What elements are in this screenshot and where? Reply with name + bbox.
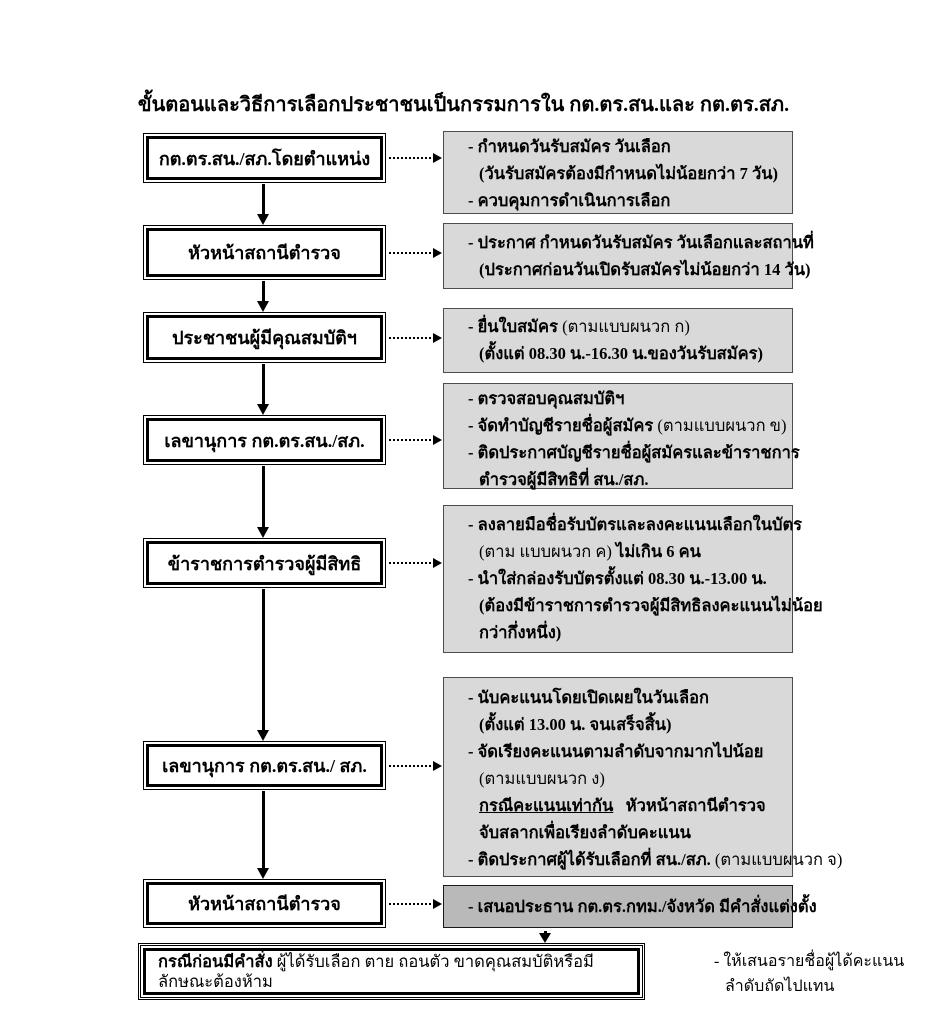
actor-label-5: ข้าราชการตำรวจผู้มีสิทธิ (146, 541, 383, 585)
detail-line: กรณีก่อนมีคำสั่ง ผู้ได้รับเลือก ตาย ถอนตัว ขาดคุณสมบัติหรือมีลักษณะต้องห้าม (158, 951, 594, 991)
detail-line: (วันรับสมัครต้องมีกำหนดไม่น้อยกว่า 7 วัน) (479, 164, 778, 183)
detail-line: ลำดับถัดไปแทน (725, 978, 835, 995)
detail-line: - ลงลายมือชื่อรับบัตรและลงคะแนนเลือกในบัตร (468, 515, 803, 534)
detail-line: - เสนอประธาน กต.ตร.กทม./จังหวัด มีคำสั่งแต่งตั้ง (468, 897, 817, 916)
dotted-arrow-right-2 (389, 252, 435, 254)
detail-line: (ต้องมีข้าราชการตำรวจผู้มีสิทธิลงคะแนนไม่น้อย (479, 596, 823, 615)
dotted-arrow-right-7 (389, 903, 435, 905)
detail-line: - ให้เสนอรายชื่อผู้ได้คะแนน (714, 953, 905, 970)
detail-line: (ตาม แบบผนวก ค) ไม่เกิน 6 คน (479, 542, 701, 561)
down-arrow-6 (262, 791, 265, 868)
down-arrow-3 (262, 364, 265, 404)
actor-label-6: เลขานุการ กต.ตร.สน./ สภ. (146, 744, 383, 787)
actor-box-5 (143, 538, 386, 588)
detail-line: (ตั้งแต่ 08.30 น.-16.30 น.ของวันรับสมัคร) (479, 344, 764, 363)
actor-box-4 (143, 415, 386, 465)
final-case-box (138, 943, 645, 1000)
down-arrow-1 (262, 184, 265, 214)
final-note (714, 949, 920, 999)
actor-box-6 (143, 741, 386, 790)
actor-box-1 (143, 133, 386, 183)
detail-line: - จัดทำบัญชีรายชื่อผู้สมัคร (ตามแบบผนวก ข) (468, 416, 787, 435)
dotted-arrow-right-4 (389, 439, 435, 441)
detail-line: (ตามแบบผนวก ง) (479, 769, 605, 788)
actor-label-7: หัวหน้าสถานีตำรวจ (146, 882, 383, 925)
dotted-arrow-right-1 (389, 157, 435, 159)
actor-box-3 (143, 312, 386, 363)
actor-box-7 (143, 879, 386, 928)
detail-line: (ตั้งแต่ 13.00 น. จนเสร็จสิ้น) (479, 715, 672, 734)
detail-box-7 (443, 885, 817, 928)
actor-box-2 (143, 225, 386, 280)
final-case-text (143, 948, 640, 995)
detail-line: กรณีคะแนนเท่ากัน หัวหน้าสถานีตำรวจ (479, 796, 766, 815)
detail-line: - กำหนดวันรับสมัคร วันเลือก (468, 137, 671, 156)
actor-label-2: หัวหน้าสถานีตำรวจ (146, 228, 383, 277)
detail-line: - จัดเรียงคะแนนตามลำดับจากมากไปน้อย (468, 742, 764, 761)
page-title: ขั้นตอนและวิธีการเลือกประชาชนเป็นกรรมการใน กต.ตร.สน.และ กต.ตร.สภ. (137, 94, 790, 116)
detail-line: (ประกาศก่อนวันเปิดรับสมัครไม่น้อยกว่า 14 วัน) (479, 260, 811, 279)
detail-line: - ควบคุมการดำเนินการเลือก (468, 191, 671, 210)
detail-line: - ติดประกาศผู้ได้รับเลือกที่ สน./สภ. (ตามแบบผนวก จ) (468, 850, 843, 869)
detail-line: จับสลากเพื่อเรียงลำดับคะแนน (479, 823, 691, 842)
detail-line: ตำรวจผู้มีสิทธิที่ สน./สภ. (479, 470, 649, 489)
final-case-box-border (140, 945, 643, 998)
detail-box-1 (443, 131, 793, 214)
down-arrow-2 (262, 281, 265, 301)
detail-line: - นำใส่กล่องรับบัตรตั้งแต่ 08.30 น.-13.00 น. (468, 569, 767, 588)
detail-line: - ติดประกาศบัญชีรายชื่อผู้สมัครและข้าราชการ (468, 443, 800, 462)
detail-line: - ตรวจสอบคุณสมบัติฯ (468, 389, 625, 408)
actor-label-1: กต.ตร.สน./สภ.โดยตำแหน่ง (146, 136, 383, 180)
down-arrow-7 (544, 931, 547, 933)
detail-box-5 (443, 505, 823, 653)
dotted-arrow-right-6 (389, 765, 435, 767)
dotted-arrow-right-3 (389, 337, 435, 339)
actor-label-4: เลขานุการ กต.ตร.สน./สภ. (146, 418, 383, 462)
dotted-arrow-right-5 (389, 562, 435, 564)
detail-line: - ยื่นใบสมัคร (ตามแบบผนวก ก) (468, 317, 690, 336)
detail-line: - ประกาศ กำหนดวันรับสมัคร วันเลือกและสถานที่ (468, 233, 814, 252)
detail-box-6 (443, 677, 843, 877)
detail-box-3 (443, 308, 793, 373)
down-arrow-4 (262, 466, 265, 527)
detail-line: กว่ากึ่งหนึ่ง) (479, 623, 562, 642)
actor-label-3: ประชาชนผู้มีคุณสมบัติฯ (146, 315, 383, 360)
detail-box-2 (443, 223, 814, 289)
detail-line: - นับคะแนนโดยเปิดเผยในวันเลือก (468, 688, 710, 707)
down-arrow-5 (262, 589, 265, 730)
detail-box-4 (443, 383, 800, 489)
